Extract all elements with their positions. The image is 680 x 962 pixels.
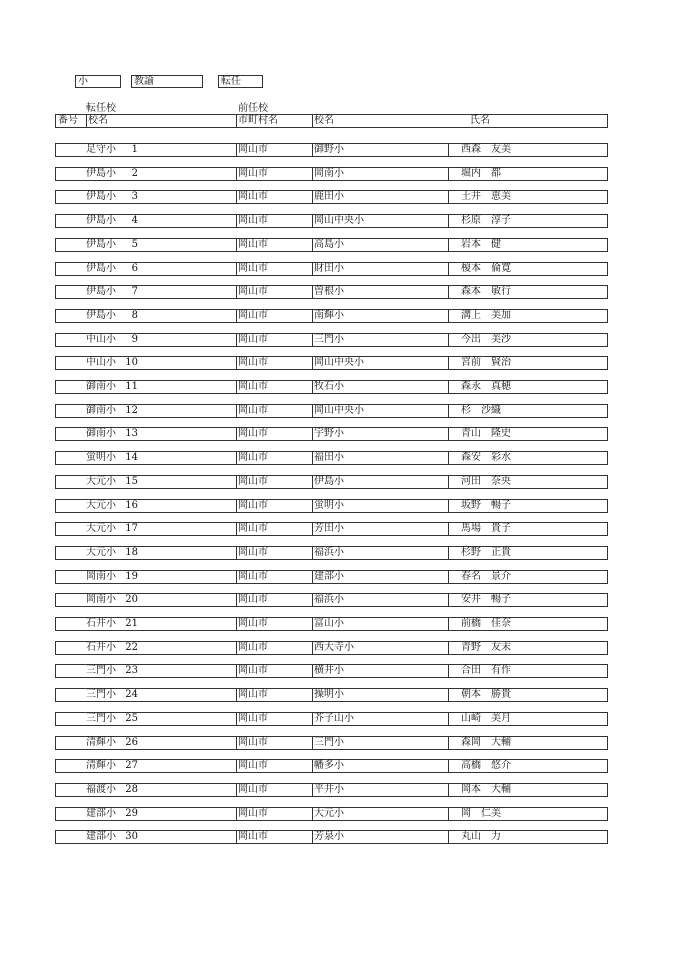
column-divider bbox=[448, 428, 449, 440]
person-name-cell: 岩本 健 bbox=[461, 239, 501, 250]
row-number: 19 bbox=[125, 571, 138, 582]
municipality-cell: 岡山市 bbox=[238, 689, 268, 700]
row-number: 1 bbox=[131, 144, 138, 155]
row-number: 9 bbox=[131, 334, 138, 345]
previous-school-cell: 三門小 bbox=[314, 334, 344, 345]
table-row bbox=[55, 333, 608, 347]
municipality-cell: 岡山市 bbox=[238, 642, 268, 653]
municipality-cell: 岡山市 bbox=[238, 713, 268, 724]
previous-school-cell: 操明小 bbox=[314, 689, 344, 700]
previous-school-cell: 岡山中央小 bbox=[314, 215, 364, 226]
column-divider bbox=[312, 831, 313, 843]
column-divider bbox=[86, 115, 87, 127]
column-divider bbox=[312, 428, 313, 440]
municipality-cell: 岡山市 bbox=[238, 831, 268, 842]
row-number: 4 bbox=[131, 215, 138, 226]
row-number: 13 bbox=[125, 428, 138, 439]
table-row bbox=[55, 356, 608, 370]
transfer-school-cell: 大元小 bbox=[86, 476, 116, 487]
row-number: 21 bbox=[125, 618, 138, 629]
transfer-school-cell: 中山小 bbox=[86, 357, 116, 368]
previous-school-cell: 岡南小 bbox=[314, 168, 344, 179]
column-divider bbox=[312, 571, 313, 583]
previous-school-cell: 福田小 bbox=[314, 452, 344, 463]
person-name-cell: 堀内 都 bbox=[461, 168, 501, 179]
category-box-position: 教諭 bbox=[131, 75, 203, 88]
transfer-school-cell: 蛍明小 bbox=[86, 452, 116, 463]
table-row bbox=[55, 712, 608, 726]
table-row bbox=[55, 830, 608, 844]
column-divider bbox=[236, 239, 237, 251]
municipality-cell: 岡山市 bbox=[238, 547, 268, 558]
person-name-cell: 森本 敏行 bbox=[461, 286, 511, 297]
column-divider bbox=[312, 689, 313, 701]
transfer-school-cell: 清輝小 bbox=[86, 760, 116, 771]
column-divider bbox=[448, 144, 449, 156]
municipality-cell: 岡山市 bbox=[238, 500, 268, 511]
previous-school-cell: 牧石小 bbox=[314, 381, 344, 392]
row-number: 22 bbox=[125, 642, 138, 653]
previous-school-cell: 建部小 bbox=[314, 571, 344, 582]
municipality-cell: 岡山市 bbox=[238, 523, 268, 534]
row-number: 7 bbox=[131, 286, 138, 297]
column-divider bbox=[448, 405, 449, 417]
person-name-cell: 森永 真穂 bbox=[461, 381, 511, 392]
transfer-school-cell: 石井小 bbox=[86, 642, 116, 653]
transfer-school-cell: 三門小 bbox=[86, 689, 116, 700]
person-name-cell: 西森 友美 bbox=[461, 144, 511, 155]
person-name-cell: 森岡 大輔 bbox=[461, 737, 511, 748]
column-divider bbox=[312, 737, 313, 749]
transfer-school-cell: 伊島小 bbox=[86, 286, 116, 297]
transfer-school-cell: 足守小 bbox=[86, 144, 116, 155]
person-name-cell: 河田 奈央 bbox=[461, 476, 511, 487]
person-name-cell: 杉原 淳子 bbox=[461, 215, 511, 226]
table-row bbox=[55, 641, 608, 655]
table-row bbox=[55, 285, 608, 299]
column-divider bbox=[312, 239, 313, 251]
previous-school-cell: 高島小 bbox=[314, 239, 344, 250]
previous-school-cell: 宇野小 bbox=[314, 428, 344, 439]
municipality-cell: 岡山市 bbox=[238, 618, 268, 629]
row-number: 3 bbox=[131, 191, 138, 202]
column-divider bbox=[236, 357, 237, 369]
table-row bbox=[55, 427, 608, 441]
table-row bbox=[55, 783, 608, 797]
previous-school-cell: 大元小 bbox=[314, 808, 344, 819]
column-divider bbox=[236, 191, 237, 203]
table-row bbox=[55, 499, 608, 513]
column-divider bbox=[448, 500, 449, 512]
municipality-cell: 岡山市 bbox=[238, 760, 268, 771]
column-divider bbox=[312, 357, 313, 369]
column-divider bbox=[448, 476, 449, 488]
column-divider bbox=[236, 428, 237, 440]
table-row bbox=[55, 475, 608, 489]
previous-school-cell: 芳泉小 bbox=[314, 831, 344, 842]
column-divider bbox=[236, 334, 237, 346]
municipality-cell: 岡山市 bbox=[238, 808, 268, 819]
row-number: 6 bbox=[131, 263, 138, 274]
column-header-number: 番号 bbox=[58, 115, 78, 126]
transfer-school-cell: 伊島小 bbox=[86, 215, 116, 226]
column-divider bbox=[236, 381, 237, 393]
row-number: 12 bbox=[125, 405, 138, 416]
column-divider bbox=[236, 689, 237, 701]
row-number: 25 bbox=[125, 713, 138, 724]
column-divider bbox=[448, 357, 449, 369]
column-divider bbox=[448, 286, 449, 298]
column-divider bbox=[312, 476, 313, 488]
row-number: 27 bbox=[125, 760, 138, 771]
person-name-cell: 岡 仁美 bbox=[461, 808, 501, 819]
row-number: 23 bbox=[125, 665, 138, 676]
transfer-school-group-label: 転任校 bbox=[86, 103, 116, 114]
municipality-cell: 岡山市 bbox=[238, 168, 268, 179]
municipality-cell: 岡山市 bbox=[238, 191, 268, 202]
transfer-school-cell: 伊島小 bbox=[86, 263, 116, 274]
transfer-school-cell: 石井小 bbox=[86, 618, 116, 629]
table-row bbox=[55, 570, 608, 584]
column-divider bbox=[312, 334, 313, 346]
table-row bbox=[55, 309, 608, 323]
row-number: 15 bbox=[125, 476, 138, 487]
column-divider bbox=[448, 571, 449, 583]
column-divider bbox=[448, 452, 449, 464]
municipality-cell: 岡山市 bbox=[238, 239, 268, 250]
person-name-cell: 杉野 正貴 bbox=[461, 547, 511, 558]
transfer-school-cell: 大元小 bbox=[86, 523, 116, 534]
column-divider bbox=[236, 571, 237, 583]
previous-school-cell: 富山小 bbox=[314, 618, 344, 629]
municipality-cell: 岡山市 bbox=[238, 428, 268, 439]
row-number: 14 bbox=[125, 452, 138, 463]
column-divider bbox=[236, 310, 237, 322]
person-name-cell: 榎本 倫寛 bbox=[461, 263, 511, 274]
column-divider bbox=[236, 263, 237, 275]
municipality-cell: 岡山市 bbox=[238, 452, 268, 463]
column-divider bbox=[236, 168, 237, 180]
column-divider bbox=[236, 115, 237, 127]
table-row bbox=[55, 664, 608, 678]
previous-school-cell: 鹿田小 bbox=[314, 191, 344, 202]
person-name-cell: 丸山 力 bbox=[461, 831, 501, 842]
transfer-school-cell: 三門小 bbox=[86, 665, 116, 676]
column-divider bbox=[312, 642, 313, 654]
column-divider bbox=[448, 547, 449, 559]
previous-school-cell: 蛍明小 bbox=[314, 500, 344, 511]
transfer-school-cell: 御南小 bbox=[86, 405, 116, 416]
person-name-cell: 朝本 勝貴 bbox=[461, 689, 511, 700]
column-divider bbox=[236, 452, 237, 464]
column-divider bbox=[312, 808, 313, 820]
table-row bbox=[55, 238, 608, 252]
category-box-school-level: 小 bbox=[75, 75, 121, 88]
table-row bbox=[55, 688, 608, 702]
person-name-cell: 土井 恵美 bbox=[461, 191, 511, 202]
table-row bbox=[55, 404, 608, 418]
previous-school-cell: 幡多小 bbox=[314, 760, 344, 771]
column-divider bbox=[312, 500, 313, 512]
column-divider bbox=[448, 239, 449, 251]
previous-school-cell: 芥子山小 bbox=[314, 713, 354, 724]
column-divider bbox=[448, 310, 449, 322]
column-divider bbox=[312, 286, 313, 298]
table-row bbox=[55, 451, 608, 465]
column-divider bbox=[448, 689, 449, 701]
previous-school-cell: 三門小 bbox=[314, 737, 344, 748]
row-number: 8 bbox=[131, 310, 138, 321]
transfer-school-cell: 伊島小 bbox=[86, 239, 116, 250]
municipality-cell: 岡山市 bbox=[238, 334, 268, 345]
column-divider bbox=[236, 144, 237, 156]
previous-school-cell: 横井小 bbox=[314, 665, 344, 676]
column-divider bbox=[312, 452, 313, 464]
table-row bbox=[55, 736, 608, 750]
row-number: 18 bbox=[125, 547, 138, 558]
municipality-cell: 岡山市 bbox=[238, 310, 268, 321]
table-row bbox=[55, 617, 608, 631]
person-name-cell: 青野 友末 bbox=[461, 642, 511, 653]
previous-school-cell: 南輝小 bbox=[314, 310, 344, 321]
row-number: 28 bbox=[125, 784, 138, 795]
row-number: 16 bbox=[125, 500, 138, 511]
column-divider bbox=[236, 737, 237, 749]
table-row bbox=[55, 190, 608, 204]
column-divider bbox=[312, 713, 313, 725]
column-divider bbox=[448, 168, 449, 180]
transfer-school-cell: 建部小 bbox=[86, 808, 116, 819]
column-divider bbox=[236, 760, 237, 772]
person-name-cell: 合田 有作 bbox=[461, 665, 511, 676]
table-row bbox=[55, 167, 608, 181]
column-divider bbox=[312, 191, 313, 203]
column-divider bbox=[312, 215, 313, 227]
person-name-cell: 溝上 美加 bbox=[461, 310, 511, 321]
column-divider bbox=[236, 713, 237, 725]
table-row bbox=[55, 593, 608, 607]
column-divider bbox=[236, 547, 237, 559]
column-divider bbox=[448, 831, 449, 843]
column-divider bbox=[312, 665, 313, 677]
column-divider bbox=[312, 760, 313, 772]
table-row bbox=[55, 546, 608, 560]
person-name-cell: 安井 暢子 bbox=[461, 594, 511, 605]
column-header-municipality: 市町村名 bbox=[238, 115, 278, 126]
table-row bbox=[55, 143, 608, 157]
column-divider bbox=[236, 476, 237, 488]
column-divider bbox=[312, 784, 313, 796]
column-divider bbox=[448, 381, 449, 393]
row-number: 11 bbox=[125, 381, 138, 392]
person-name-cell: 青山 隆史 bbox=[461, 428, 511, 439]
previous-school-cell: 財田小 bbox=[314, 263, 344, 274]
column-divider bbox=[312, 263, 313, 275]
column-divider bbox=[448, 642, 449, 654]
column-divider bbox=[236, 405, 237, 417]
category-box-type: 転任 bbox=[218, 75, 263, 88]
row-number: 30 bbox=[125, 831, 138, 842]
previous-school-cell: 福浜小 bbox=[314, 594, 344, 605]
transfer-school-cell: 伊島小 bbox=[86, 310, 116, 321]
person-name-cell: 馬場 貴子 bbox=[461, 523, 511, 534]
column-divider bbox=[236, 500, 237, 512]
column-divider bbox=[236, 784, 237, 796]
column-divider bbox=[312, 618, 313, 630]
column-divider bbox=[448, 737, 449, 749]
column-divider bbox=[236, 665, 237, 677]
transfer-school-cell: 岡南小 bbox=[86, 594, 116, 605]
municipality-cell: 岡山市 bbox=[238, 144, 268, 155]
row-number: 24 bbox=[125, 689, 138, 700]
column-divider bbox=[448, 665, 449, 677]
municipality-cell: 岡山市 bbox=[238, 263, 268, 274]
previous-school-cell: 御野小 bbox=[314, 144, 344, 155]
municipality-cell: 岡山市 bbox=[238, 357, 268, 368]
person-name-cell: 今出 美沙 bbox=[461, 334, 511, 345]
row-number: 2 bbox=[131, 168, 138, 179]
municipality-cell: 岡山市 bbox=[238, 476, 268, 487]
column-divider bbox=[448, 215, 449, 227]
column-divider bbox=[236, 523, 237, 535]
transfer-school-cell: 岡南小 bbox=[86, 571, 116, 582]
previous-school-cell: 西大寺小 bbox=[314, 642, 354, 653]
column-divider bbox=[236, 286, 237, 298]
column-divider bbox=[448, 263, 449, 275]
municipality-cell: 岡山市 bbox=[238, 594, 268, 605]
transfer-school-cell: 伊島小 bbox=[86, 191, 116, 202]
column-divider bbox=[312, 381, 313, 393]
transfer-school-cell: 建部小 bbox=[86, 831, 116, 842]
person-name-cell: 森安 彩水 bbox=[461, 452, 511, 463]
column-header-school-name: 校名 bbox=[88, 115, 108, 126]
column-divider bbox=[448, 191, 449, 203]
column-header-person-name: 氏名 bbox=[470, 115, 490, 126]
table-row bbox=[55, 262, 608, 276]
row-number: 29 bbox=[125, 808, 138, 819]
previous-school-cell: 平井小 bbox=[314, 784, 344, 795]
person-name-cell: 岡本 大輔 bbox=[461, 784, 511, 795]
row-number: 10 bbox=[125, 357, 138, 368]
previous-school-cell: 福浜小 bbox=[314, 547, 344, 558]
row-number: 17 bbox=[125, 523, 138, 534]
column-divider bbox=[448, 760, 449, 772]
previous-school-group-label: 前任校 bbox=[238, 103, 268, 114]
transfer-school-cell: 清輝小 bbox=[86, 737, 116, 748]
person-name-cell: 杉 沙織 bbox=[461, 405, 501, 416]
municipality-cell: 岡山市 bbox=[238, 571, 268, 582]
municipality-cell: 岡山市 bbox=[238, 665, 268, 676]
table-row bbox=[55, 522, 608, 536]
column-divider bbox=[448, 523, 449, 535]
row-number: 26 bbox=[125, 737, 138, 748]
column-divider bbox=[312, 115, 313, 127]
transfer-school-cell: 大元小 bbox=[86, 547, 116, 558]
person-name-cell: 春名 景介 bbox=[461, 571, 511, 582]
person-name-cell: 坂野 暢子 bbox=[461, 500, 511, 511]
column-divider bbox=[448, 618, 449, 630]
previous-school-cell: 芳田小 bbox=[314, 523, 344, 534]
column-header-row bbox=[55, 114, 608, 128]
transfer-school-cell: 御南小 bbox=[86, 381, 116, 392]
municipality-cell: 岡山市 bbox=[238, 215, 268, 226]
column-divider bbox=[448, 808, 449, 820]
column-divider bbox=[312, 523, 313, 535]
previous-school-cell: 伊島小 bbox=[314, 476, 344, 487]
municipality-cell: 岡山市 bbox=[238, 737, 268, 748]
transfer-school-cell: 伊島小 bbox=[86, 168, 116, 179]
person-name-cell: 前橋 佳奈 bbox=[461, 618, 511, 629]
person-name-cell: 高橋 悠介 bbox=[461, 760, 511, 771]
column-divider bbox=[236, 831, 237, 843]
column-divider bbox=[312, 310, 313, 322]
column-divider bbox=[312, 547, 313, 559]
transfer-school-cell: 福渡小 bbox=[86, 784, 116, 795]
column-divider bbox=[236, 215, 237, 227]
column-divider bbox=[448, 594, 449, 606]
table-row bbox=[55, 214, 608, 228]
person-name-cell: 宮前 賢治 bbox=[461, 357, 511, 368]
previous-school-cell: 曽根小 bbox=[314, 286, 344, 297]
table-row bbox=[55, 759, 608, 773]
municipality-cell: 岡山市 bbox=[238, 405, 268, 416]
municipality-cell: 岡山市 bbox=[238, 784, 268, 795]
column-divider bbox=[312, 594, 313, 606]
previous-school-cell: 岡山中央小 bbox=[314, 357, 364, 368]
column-divider bbox=[448, 713, 449, 725]
previous-school-cell: 岡山中央小 bbox=[314, 405, 364, 416]
column-divider bbox=[236, 642, 237, 654]
column-divider bbox=[312, 144, 313, 156]
column-divider bbox=[312, 405, 313, 417]
column-divider bbox=[448, 784, 449, 796]
table-row bbox=[55, 807, 608, 821]
column-divider bbox=[448, 334, 449, 346]
transfer-school-cell: 中山小 bbox=[86, 334, 116, 345]
column-divider bbox=[236, 618, 237, 630]
table-row bbox=[55, 380, 608, 394]
transfer-school-cell: 御南小 bbox=[86, 428, 116, 439]
column-divider bbox=[312, 168, 313, 180]
municipality-cell: 岡山市 bbox=[238, 381, 268, 392]
transfer-school-cell: 三門小 bbox=[86, 713, 116, 724]
transfer-school-cell: 大元小 bbox=[86, 500, 116, 511]
municipality-cell: 岡山市 bbox=[238, 286, 268, 297]
person-name-cell: 山崎 美月 bbox=[461, 713, 511, 724]
column-divider bbox=[236, 594, 237, 606]
row-number: 5 bbox=[131, 239, 138, 250]
column-divider bbox=[236, 808, 237, 820]
column-header-prev-school-name: 校名 bbox=[314, 115, 334, 126]
row-number: 20 bbox=[125, 594, 138, 605]
